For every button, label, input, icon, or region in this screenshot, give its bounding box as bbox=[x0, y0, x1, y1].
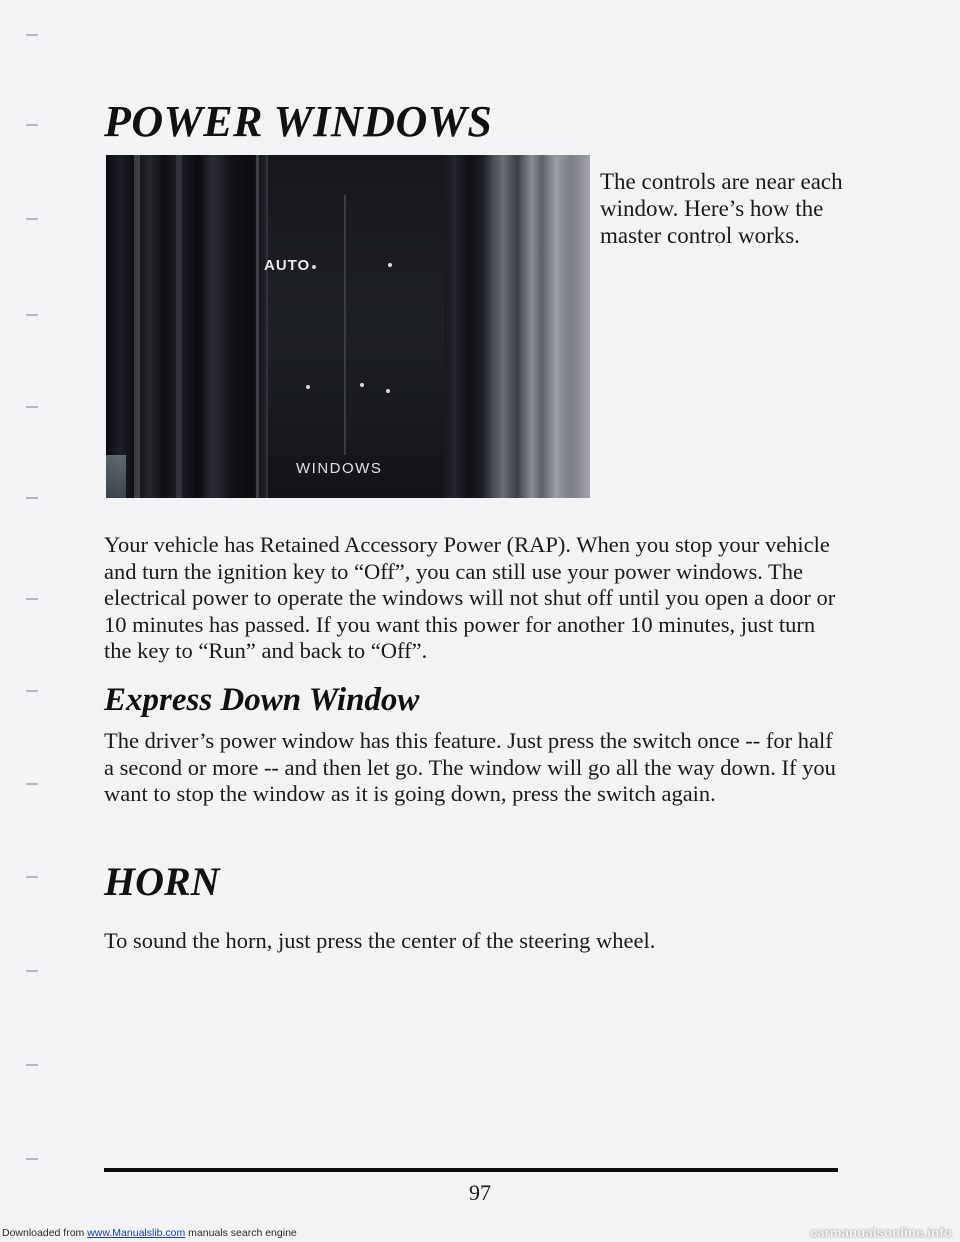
manualslib-link[interactable]: www.Manualslib.com bbox=[87, 1227, 186, 1239]
watermark-text: carmanualsonline.info bbox=[809, 1225, 952, 1240]
footer-source bbox=[2, 1227, 297, 1239]
margin-tick bbox=[26, 406, 38, 408]
margin-tick bbox=[26, 497, 38, 499]
photo-corner-detail bbox=[106, 455, 126, 498]
section-heading-power-windows: POWER WINDOWS bbox=[104, 97, 493, 146]
margin-tick bbox=[26, 970, 38, 972]
margin-tick bbox=[26, 1158, 38, 1160]
indicator-dot bbox=[388, 263, 392, 267]
indicator-dot bbox=[312, 265, 316, 269]
express-down-paragraph: The driver’s power window has this feature. Just press the switch once -- for half a second or more -- and then let go. The window will go all the way down. If you want to stop the window as it is going down, press the switch again. bbox=[104, 728, 836, 806]
margin-tick bbox=[26, 124, 38, 126]
page-number: 97 bbox=[469, 1180, 491, 1205]
margin-tick bbox=[26, 314, 38, 316]
margin-tick bbox=[26, 1064, 38, 1066]
indicator-dot bbox=[360, 383, 364, 387]
download-footer bbox=[0, 1225, 960, 1242]
indicator-dot bbox=[386, 389, 390, 393]
margin-tick bbox=[26, 876, 38, 878]
section-heading-horn: HORN bbox=[104, 859, 220, 904]
footer-prefix: Downloaded from bbox=[2, 1227, 88, 1239]
indicator-dot bbox=[306, 385, 310, 389]
horn-paragraph: To sound the horn, just press the center of the steering wheel. bbox=[104, 928, 656, 953]
margin-tick bbox=[26, 598, 38, 600]
controls-intro-text: The controls are near each window. Here’s how the master control works. bbox=[600, 169, 843, 248]
photo-highlight bbox=[176, 155, 182, 498]
switch-panel-divider bbox=[344, 195, 346, 455]
power-window-controls-photo bbox=[106, 155, 590, 498]
footer-suffix: manuals search engine bbox=[185, 1227, 297, 1239]
margin-tick bbox=[26, 690, 38, 692]
margin-tick bbox=[26, 34, 38, 36]
photo-highlight bbox=[134, 155, 140, 498]
footer-rule bbox=[104, 1168, 838, 1172]
subheading-express-down-window: Express Down Window bbox=[104, 682, 420, 718]
rap-paragraph: Your vehicle has Retained Accessory Power (RAP). When you stop your vehicle and turn the ignition key to “Off”, you can still use your power windows. The electrical power to operate the windows will not shut off until you open a door or 10 minutes has passed. If you want this power for another 10 minutes, just turn the key to “Run” and back to “Off”. bbox=[104, 532, 836, 663]
auto-label: AUTO bbox=[264, 257, 311, 274]
switch-panel bbox=[266, 155, 444, 498]
photo-highlight bbox=[256, 155, 259, 498]
margin-tick bbox=[26, 783, 38, 785]
windows-label: WINDOWS bbox=[296, 460, 383, 477]
margin-tick bbox=[26, 218, 38, 220]
